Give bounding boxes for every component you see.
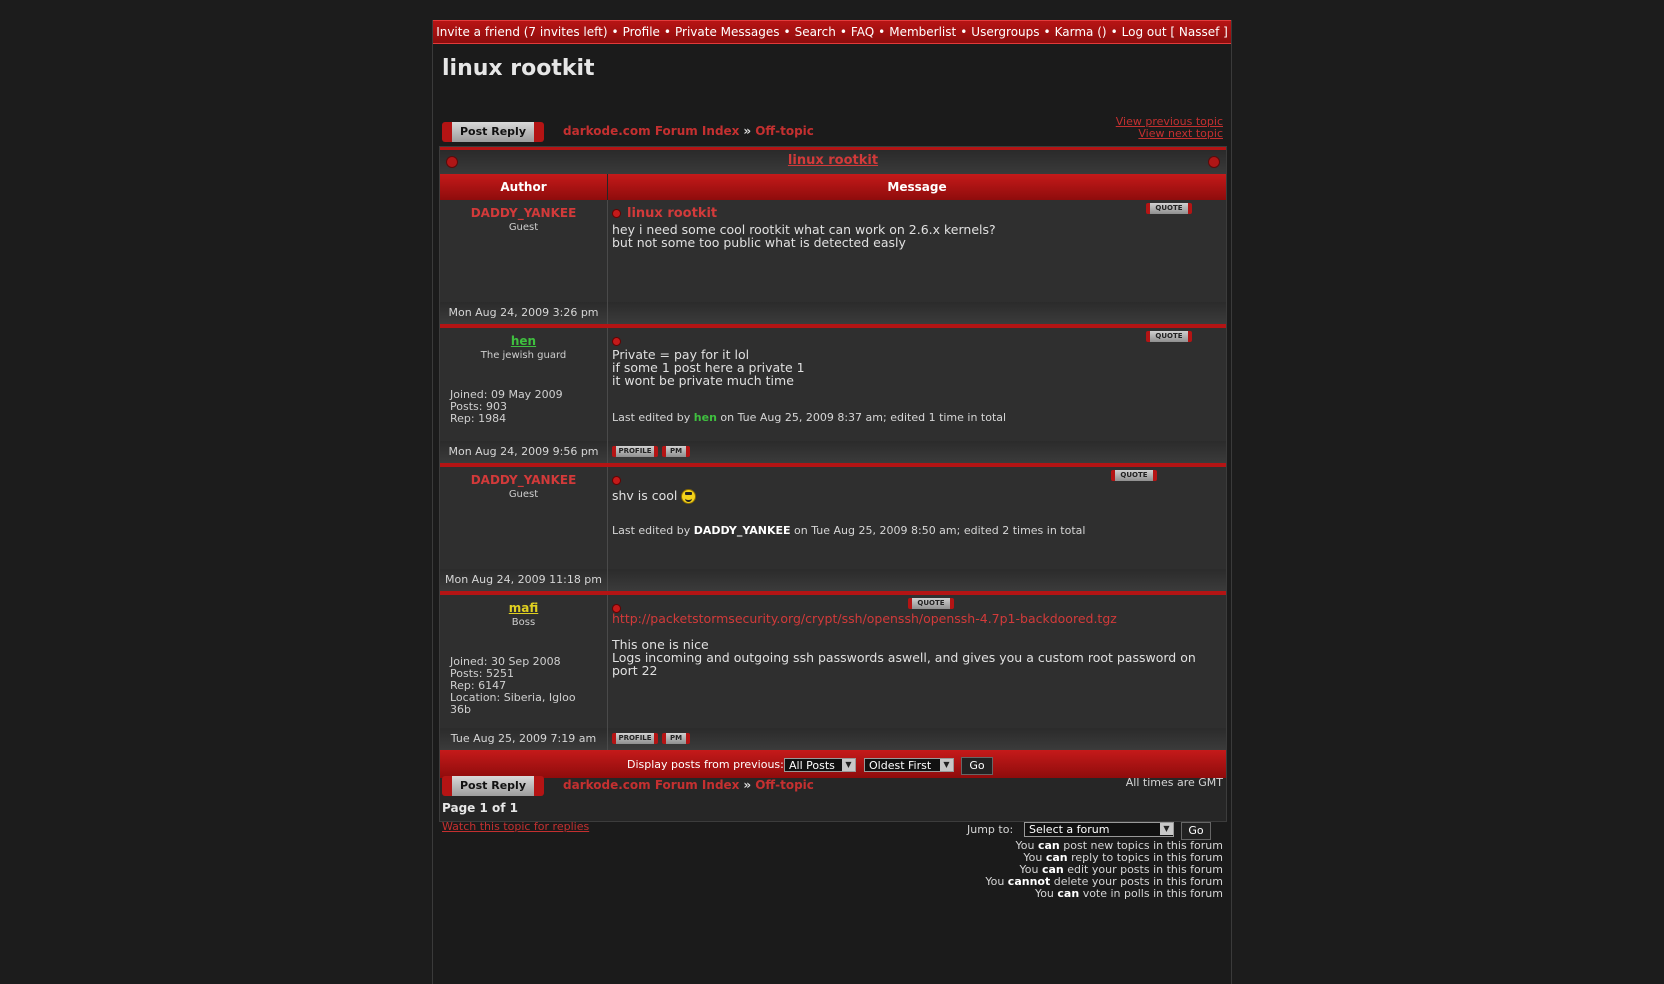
nav-sep: • [878, 25, 886, 39]
permission-line: You can reply to topics in this forum [1023, 851, 1223, 864]
post-footer [608, 569, 1226, 591]
post-body [612, 489, 696, 504]
post-line: shv is cool [612, 488, 678, 503]
nav-sep: • [1110, 25, 1118, 39]
author-name[interactable]: hen [510, 334, 537, 348]
post-line: it wont be private much time [612, 373, 794, 388]
post-line: Private = pay for it lol [612, 347, 750, 362]
breadcrumb-sep: » [743, 778, 752, 792]
caption-topic-link[interactable]: linux rootkit [787, 153, 879, 168]
post-author-cell [440, 595, 608, 728]
nav-memberlist[interactable]: Memberlist [889, 25, 957, 39]
post-line: This one is nice [612, 637, 709, 652]
jump-to-value: Select a forum [1029, 823, 1110, 836]
table-caption [440, 147, 1226, 174]
quote-button[interactable]: QUOTE [908, 598, 954, 609]
post-subject-text: linux rootkit [627, 206, 718, 221]
display-options-bar [440, 750, 1226, 778]
jump-to-select[interactable] [1024, 822, 1174, 837]
edited-by-user[interactable]: DADDY_YANKEE [693, 524, 791, 537]
nav-search[interactable]: Search [794, 25, 836, 39]
quote-button[interactable]: QUOTE [1146, 203, 1192, 214]
post-line: Logs incoming and outgoing ssh passwords aswell, and gives you a custom root password on [612, 650, 1196, 665]
author-joined: Joined: 30 Sep 2008 [450, 655, 561, 668]
author-info [450, 389, 607, 425]
post-body [612, 612, 1202, 677]
post-author-cell [440, 467, 608, 569]
post-author-cell [440, 328, 608, 441]
permission-line: You can edit your posts in this forum [1019, 863, 1223, 876]
author-rank: Boss [511, 617, 536, 628]
author-info [450, 656, 607, 716]
topic-nav-links [1116, 116, 1223, 140]
display-go-button[interactable]: Go [961, 757, 993, 775]
post-footer [608, 728, 1226, 750]
breadcrumb-index[interactable]: darkode.com Forum Index [563, 778, 740, 792]
nav-sep: • [611, 25, 619, 39]
edited-post: on Tue Aug 25, 2009 8:37 am; edited 1 time in total [720, 411, 1007, 424]
author-name[interactable]: mafi [508, 601, 539, 615]
edited-by-user[interactable]: hen [693, 411, 717, 424]
post-reply-button-bottom[interactable]: Post Reply [442, 776, 544, 796]
profile-button[interactable]: PROFILE [612, 446, 658, 457]
permission-line: You can vote in polls in this forum [1034, 887, 1223, 900]
post-reply-button[interactable]: Post Reply [442, 122, 544, 142]
post-date: Tue Aug 25, 2009 7:19 am [440, 728, 608, 750]
nav-logout[interactable]: Log out [ Nassef ] [1121, 25, 1228, 39]
author-name[interactable]: DADDY_YANKEE [470, 206, 577, 220]
post-line: if some 1 post here a private 1 [612, 360, 805, 375]
nav-sep: • [1043, 25, 1051, 39]
post-date: Mon Aug 24, 2009 11:18 pm [440, 569, 608, 591]
breadcrumb-forum[interactable]: Off-topic [755, 778, 814, 792]
post-body [612, 348, 805, 387]
edited-note [612, 524, 1085, 537]
posts-order-select[interactable] [864, 758, 954, 772]
nav-sep: • [960, 25, 968, 39]
breadcrumb-index[interactable]: darkode.com Forum Index [563, 124, 740, 138]
top-nav-bar [433, 20, 1231, 44]
post-subject [612, 473, 627, 488]
author-posts: Posts: 903 [450, 400, 507, 413]
post-footer [608, 441, 1226, 463]
post-line: port 22 [612, 663, 658, 678]
watch-topic [442, 820, 589, 833]
author-joined: Joined: 09 May 2009 [450, 388, 563, 401]
chevron-down-icon: ▼ [1160, 823, 1173, 835]
post-message-cell [608, 595, 1226, 728]
page-indicator: Page 1 of 1 [442, 801, 518, 815]
edited-note [612, 411, 1006, 424]
post-line: hey i need some cool rootkit what can work on 2.6.x kernels? [612, 222, 996, 237]
permission-line: You cannot delete your posts in this forum [985, 875, 1223, 888]
chevron-down-icon: ▼ [940, 759, 953, 771]
author-rank: Guest [508, 489, 539, 500]
post-date: Mon Aug 24, 2009 3:26 pm [440, 302, 608, 324]
post-subject [612, 206, 717, 221]
author-rep: Rep: 6147 [450, 679, 507, 692]
jump-to-label: Jump to: [967, 823, 1014, 836]
nav-invite[interactable]: Invite a friend (7 invites left) [436, 25, 608, 39]
view-previous-topic-link[interactable]: View previous topic [1115, 115, 1223, 128]
posts-table [439, 146, 1227, 822]
author-rank: The jewish guard [480, 350, 567, 361]
author-posts: Posts: 5251 [450, 667, 514, 680]
posts-order-value: Oldest First [869, 759, 932, 772]
display-label: Display posts from previous: [627, 758, 784, 771]
page-container [432, 20, 1232, 984]
timezone-note: All times are GMT [1125, 776, 1223, 789]
nav-usergroups[interactable]: Usergroups [971, 25, 1040, 39]
pm-button[interactable]: PM [662, 446, 690, 457]
quote-button[interactable]: QUOTE [1146, 331, 1192, 342]
author-rep: Rep: 1984 [450, 412, 507, 425]
nav-karma[interactable]: Karma () [1054, 25, 1107, 39]
caption-right-dot-icon [1208, 156, 1220, 168]
pm-button[interactable]: PM [662, 733, 690, 744]
breadcrumb [563, 124, 814, 138]
breadcrumb-forum[interactable]: Off-topic [755, 124, 814, 138]
chevron-down-icon: ▼ [842, 759, 855, 771]
author-name[interactable]: DADDY_YANKEE [470, 473, 577, 487]
post-line: but not some too public what is detected easly [612, 235, 906, 250]
post-link[interactable]: http://packetstormsecurity.org/crypt/ssh/openssh/openssh-4.7p1-backdoored.tgz [612, 611, 1117, 626]
author-location: Location: Siberia, Igloo 36b [450, 691, 576, 716]
posts-filter-select[interactable] [784, 758, 856, 772]
edited-pre: Last edited by [612, 411, 691, 424]
author-rank: Guest [508, 222, 539, 233]
breadcrumb-sep: » [743, 124, 752, 138]
post-footer [608, 302, 1226, 324]
post-message-cell [608, 467, 1226, 569]
nav-private-messages[interactable]: Private Messages [675, 25, 780, 39]
nav-profile[interactable]: Profile [622, 25, 660, 39]
edited-post: on Tue Aug 25, 2009 8:50 am; edited 2 times in total [794, 524, 1086, 537]
watch-topic-link[interactable]: Watch this topic for replies [442, 820, 590, 833]
nav-sep: • [839, 25, 847, 39]
nav-faq[interactable]: FAQ [850, 25, 875, 39]
page-title: linux rootkit [442, 56, 595, 81]
permission-line: You can post new topics in this forum [1015, 839, 1223, 852]
post-message-cell [608, 200, 1226, 302]
nav-sep: • [783, 25, 791, 39]
breadcrumb-bottom [563, 778, 814, 792]
post-message-cell [608, 328, 1226, 441]
caption-left-dot-icon [446, 156, 458, 168]
column-header-message: Message [608, 174, 1226, 200]
post-body [612, 223, 996, 249]
post-author-cell [440, 200, 608, 302]
posts-filter-value: All Posts [789, 759, 835, 772]
view-next-topic-link[interactable]: View next topic [1138, 127, 1223, 140]
nav-sep: • [663, 25, 671, 39]
post-bullet-icon [612, 476, 621, 485]
post-bullet-icon [612, 337, 621, 346]
cool-smiley-icon [681, 489, 696, 504]
jump-go-button[interactable]: Go [1181, 822, 1211, 840]
edited-pre: Last edited by [612, 524, 691, 537]
quote-button[interactable]: QUOTE [1111, 470, 1157, 481]
column-header-author: Author [440, 174, 607, 200]
post-bullet-icon [612, 209, 621, 218]
forum-permissions [985, 840, 1223, 900]
profile-button[interactable]: PROFILE [612, 733, 658, 744]
post-date: Mon Aug 24, 2009 9:56 pm [440, 441, 608, 463]
